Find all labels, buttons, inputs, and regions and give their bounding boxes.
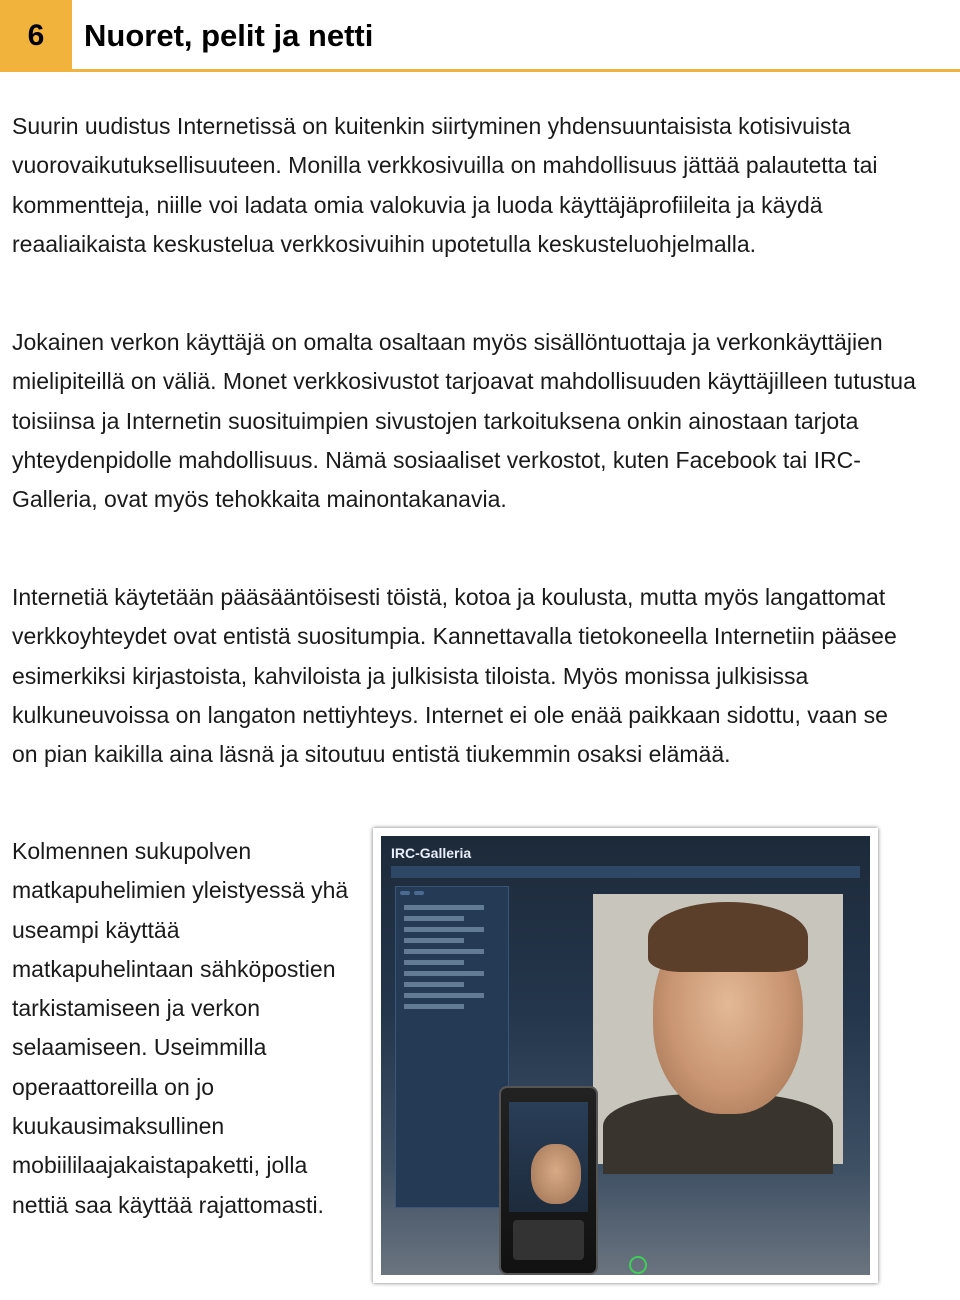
phone-keypad bbox=[513, 1220, 584, 1260]
site-nav bbox=[391, 866, 860, 878]
panel-text-line bbox=[404, 971, 484, 976]
monitor-screen bbox=[381, 836, 870, 1275]
site-logo: IRC-Galleria bbox=[391, 845, 472, 861]
chapter-title-area bbox=[72, 0, 960, 72]
profile-tab bbox=[400, 891, 410, 895]
phone-portrait bbox=[531, 1144, 581, 1204]
power-light-icon bbox=[629, 1256, 647, 1274]
profile-tab bbox=[414, 891, 424, 895]
portrait-hair bbox=[648, 902, 808, 972]
site-header bbox=[391, 842, 860, 864]
profile-panel bbox=[395, 886, 509, 1208]
panel-text-line bbox=[404, 949, 484, 954]
paragraph-2: Jokainen verkon käyttäjä on omalta osaltaan myös sisällöntuottaja ja verkonkäyttäjien mielipiteillä on väliä. Monet verkkosivustot tarjoavat mahdollisuuden käyttäjilleen tutustua toisiinsa ja Internetin suosituimpien sivustojen tarkoituksena onkin ainostaan tarjota yhteydenpidolle mahdollisuus. Nämä sosiaaliset verkostot, kuten Facebook tai IRC-Galleria, ovat myös tehokkaita mainontakanavia. bbox=[12, 329, 916, 513]
panel-text-line bbox=[404, 1004, 464, 1009]
panel-text-line bbox=[404, 982, 464, 987]
irc-galleria-photo bbox=[373, 828, 878, 1283]
panel-text-line bbox=[404, 927, 484, 932]
chapter-number: 6 bbox=[0, 0, 72, 72]
side-paragraph: Kolmennen sukupolven matkapuhelimien yleistyessä yhä useampi käyttää matkapuhelintaan sähköpostien tarkistamiseen ja verkon selaamiseen. Useimmilla operaattoreilla on jo kuukausimaksullinen mobiililaajakaistapaketti, jolla nettiä saa käyttää rajattomasti. bbox=[12, 838, 349, 1218]
mobile-phone bbox=[499, 1086, 598, 1275]
profile-portrait bbox=[593, 894, 843, 1164]
chapter-header bbox=[0, 0, 960, 72]
panel-text-line bbox=[404, 938, 464, 943]
panel-text-line bbox=[404, 960, 464, 965]
panel-text-line bbox=[404, 916, 464, 921]
profile-tabs bbox=[396, 887, 508, 899]
panel-text-line bbox=[404, 993, 484, 998]
paragraph-3: Internetiä käytetään pääsääntöisesti töistä, kotoa ja koulusta, mutta myös langattomat verkkoyhteydet ovat entistä suositumpia. Kannettavalla tietokoneella Internetiin pääsee esimerkiksi kirjastoista, kahviloista ja julkisista tiloista. Myös monissa julkisissa kulkuneuvoissa on langaton nettiyhteys. Internet ei ole enää paikkaan sidottu, vaan se on pian kaikilla aina läsnä ja sitoutuu entistä tiukemmin osaksi elämää. bbox=[12, 584, 897, 768]
paragraph-1: Suurin uudistus Internetissä on kuitenkin siirtyminen yhdensuuntaisista kotisivuista vuorovaikutuksellisuuteen. Monilla verkkosivuilla on mahdollisuus jättää palautetta tai kommentteja, niille voi ladata omia valokuvia ja luoda käyttäjäprofiileita ja käydä reaaliaikaista keskustelua verkkosivuihin upotetulla keskusteluohjelmalla. bbox=[12, 113, 878, 257]
panel-text-line bbox=[404, 905, 484, 910]
phone-screen bbox=[509, 1102, 588, 1212]
header-underline bbox=[72, 69, 960, 72]
chapter-title: Nuoret, pelit ja netti bbox=[84, 18, 374, 53]
